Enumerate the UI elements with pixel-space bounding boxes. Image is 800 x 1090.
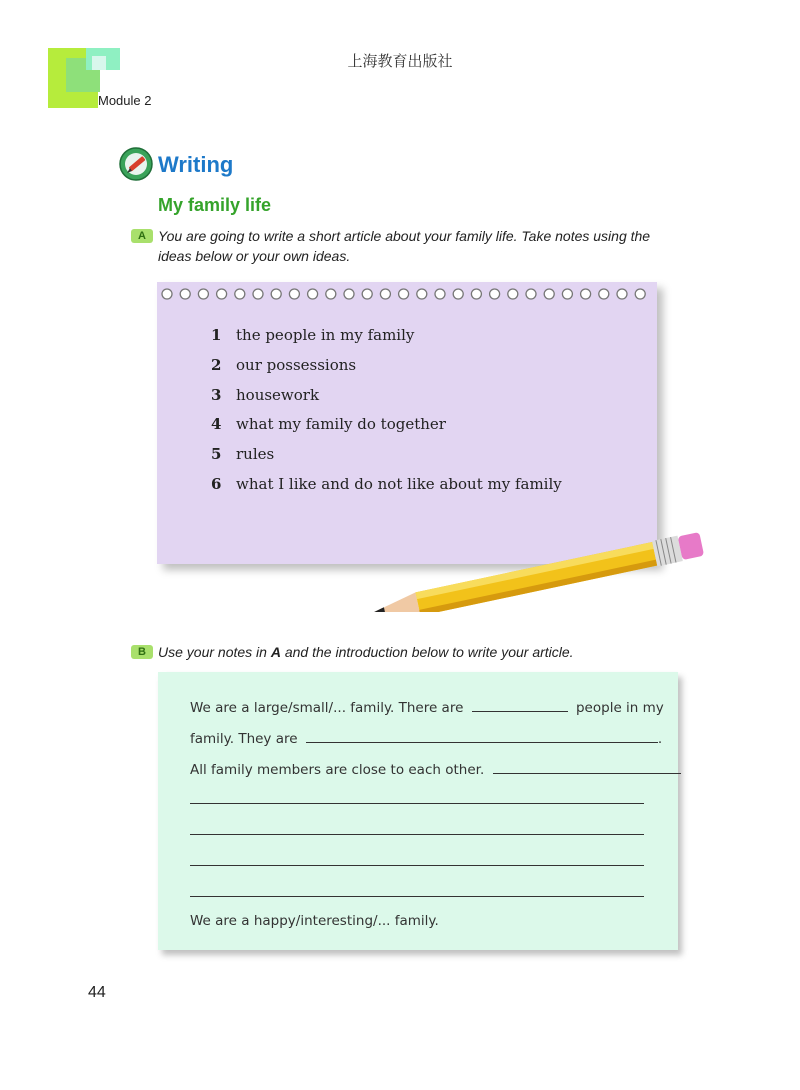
notepad-ring — [362, 289, 372, 299]
notepad-ring — [417, 289, 427, 299]
item-number: 5 — [211, 445, 222, 464]
writing-rule[interactable] — [190, 865, 644, 866]
page-number: 44 — [88, 984, 106, 1001]
notepad-ring — [453, 289, 463, 299]
notepad-rings — [160, 287, 656, 301]
notepad-ring — [289, 289, 299, 299]
writing-pen-icon — [119, 147, 153, 181]
notepad-ring — [508, 289, 518, 299]
part-b-badge: B — [131, 645, 153, 659]
writing-rule[interactable] — [190, 834, 644, 835]
notepad-ring — [435, 289, 445, 299]
fill-in-blank[interactable] — [493, 759, 681, 774]
item-number: 4 — [211, 415, 222, 434]
list-item — [211, 445, 562, 475]
list-item — [211, 475, 562, 505]
intro-text: All family members are close to each other. — [190, 762, 485, 778]
notepad-ring — [344, 289, 354, 299]
writing-line — [190, 697, 664, 716]
item-text: the people in my family — [236, 326, 415, 344]
intro-text: We are a large/small/... family. There are — [190, 700, 464, 716]
notepad-ring — [162, 289, 172, 299]
part-a-instruction-line: ideas below or your own ideas. — [158, 248, 351, 264]
list-item — [211, 386, 562, 416]
list-item — [211, 415, 562, 445]
list-item — [211, 356, 562, 386]
item-text: our possessions — [236, 355, 357, 374]
section-subtitle: My family life — [158, 195, 272, 215]
notepad-ring — [471, 289, 481, 299]
notepad-ring — [635, 289, 645, 299]
notepad-ring — [326, 289, 336, 299]
part-a-badge: A — [131, 229, 153, 243]
part-a-instruction — [158, 226, 650, 266]
part-a-instruction-line: You are going to write a short article about your family life. Take notes using the — [158, 228, 651, 244]
notepad-ring — [271, 289, 281, 299]
notepad-ring — [544, 289, 554, 299]
notepad-ring — [562, 289, 572, 299]
notepad-ring — [235, 289, 245, 299]
writing-rule[interactable] — [190, 803, 644, 804]
part-b-instruction — [158, 642, 574, 662]
notepad-ring — [581, 289, 591, 299]
writing-line — [190, 728, 662, 747]
item-number: 6 — [211, 474, 222, 493]
closing-line: We are a happy/interesting/... family. — [190, 913, 439, 929]
intro-text: . — [657, 731, 663, 747]
notepad-ring — [198, 289, 208, 299]
part-b-instruction-text: Use your notes in — [158, 644, 271, 660]
writing-rule[interactable] — [190, 896, 644, 897]
publisher-name: 上海教育出版社 — [347, 52, 453, 70]
pencil-icon — [360, 532, 720, 612]
fill-in-blank[interactable] — [306, 728, 658, 743]
intro-text: family. They are — [190, 731, 298, 747]
item-number: 2 — [211, 355, 222, 374]
item-number: 1 — [211, 326, 222, 344]
notepad-ring — [526, 289, 536, 299]
notepad-ring — [617, 289, 627, 299]
item-text: what my family do together — [236, 415, 446, 434]
notepad-ring — [180, 289, 190, 299]
notepad-ring — [399, 289, 409, 299]
notepad-ring — [490, 289, 500, 299]
notepad-ring — [308, 289, 318, 299]
intro-text: people in my — [575, 700, 664, 716]
section-title: Writing — [158, 152, 234, 177]
notepad-ring — [380, 289, 390, 299]
notepad-ring — [599, 289, 609, 299]
notepad-ring — [253, 289, 263, 299]
fill-in-blank[interactable] — [472, 697, 568, 712]
ideas-list — [211, 326, 562, 505]
part-b-instruction-text: and the introduction below to write your article. — [280, 644, 574, 660]
item-number: 3 — [211, 385, 222, 404]
notepad-ring — [217, 289, 227, 299]
item-text: what I like and do not like about my family — [236, 474, 562, 493]
item-text: housework — [236, 385, 320, 404]
list-item — [211, 326, 562, 356]
part-b-instruction-ref: A — [270, 644, 281, 660]
module-label: Module 2 — [98, 93, 152, 108]
item-text: rules — [236, 445, 275, 464]
writing-line — [190, 759, 681, 778]
